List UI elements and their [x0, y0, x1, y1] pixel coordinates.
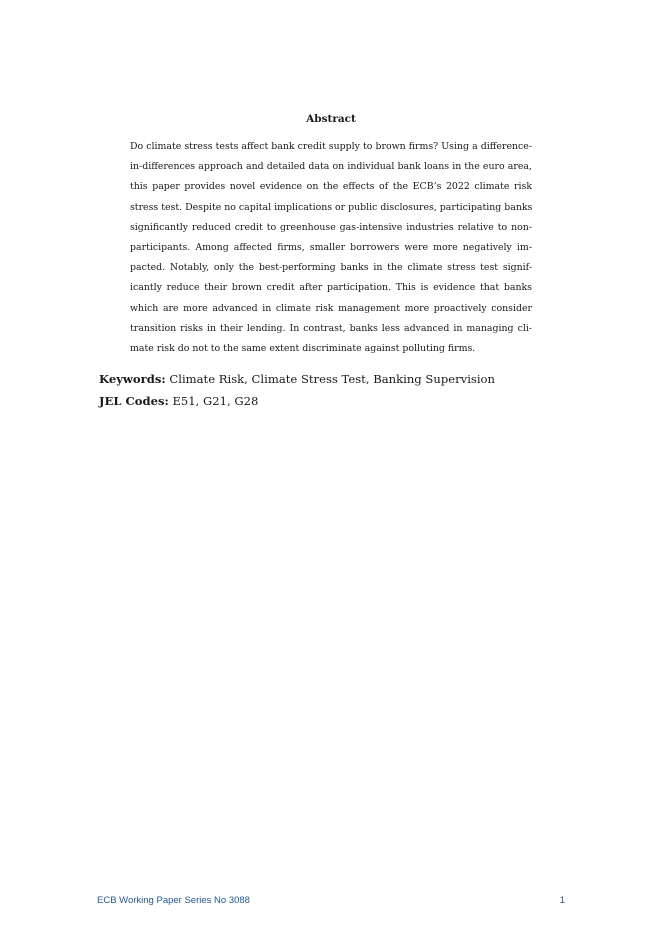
abstract-line: pacted. Notably, only the best-performing banks in the climate stress test signif- [130, 262, 532, 274]
footer-series-title: ECB Working Paper Series No 3088 [97, 895, 250, 906]
keywords-label: Keywords: [99, 372, 166, 386]
abstract-line: significantly reduced credit to greenhouse gas-intensive industries relative to non- [130, 221, 532, 233]
abstract-body [130, 137, 532, 359]
abstract-line: in-differences approach and detailed data on individual bank loans in the euro area, [130, 161, 532, 173]
jel-codes-line [99, 394, 258, 408]
abstract-heading: Abstract [306, 113, 356, 125]
abstract-line: transition risks in their lending. In contrast, banks less advanced in managing cli- [130, 322, 532, 334]
abstract-line: stress test. Despite no capital implications or public disclosures, participating banks [130, 201, 532, 213]
footer-page-number: 1 [559, 895, 565, 906]
abstract-line: participants. Among affected firms, smaller borrowers were more negatively im- [130, 241, 532, 253]
keywords-value: Climate Risk, Climate Stress Test, Banking Supervision [169, 372, 496, 386]
jel-codes-value: E51, G21, G28 [172, 394, 259, 408]
abstract-line: which are more advanced in climate risk management more proactively consider [130, 302, 532, 314]
jel-codes-label: JEL Codes: [99, 394, 169, 408]
abstract-line: Do climate stress tests affect bank credit supply to brown firms? Using a difference- [130, 141, 532, 152]
keywords-line [99, 372, 495, 386]
abstract-line: mate risk do not to the same extent discriminate against polluting firms. [130, 342, 476, 354]
abstract-line: this paper provides novel evidence on the effects of the ECB’s 2022 climate risk [130, 181, 532, 193]
abstract-line: icantly reduce their brown credit after participation. This is evidence that banks [130, 282, 532, 294]
